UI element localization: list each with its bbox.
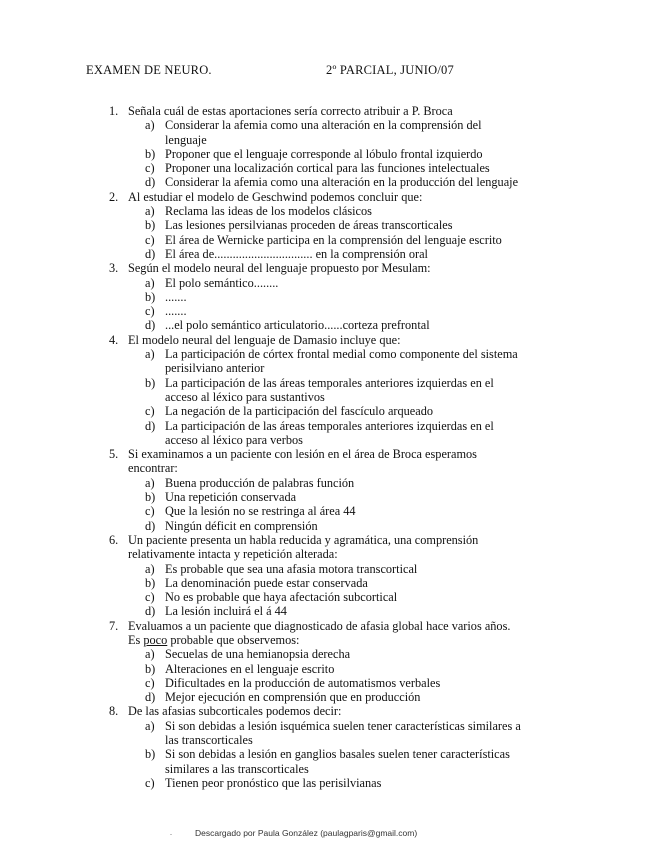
option-letter: a) [145,718,155,733]
question-text: El modelo neural del lenguaje de Damasio incluye que: [128,332,401,347]
option-text: ....... [165,304,187,319]
option-text: La participación de córtex frontal medial como componente del sistema perisilviano anterior [165,347,518,376]
option-a [0,562,525,576]
question-number: 2. [109,189,119,204]
question-list [0,104,655,790]
option-letter: c) [145,775,155,790]
question-number: 4. [109,332,119,347]
option-text: Una repetición conservada [165,490,297,505]
download-footer: Descargado por Paula González (paulagparis@gmail.com) [195,828,418,838]
option-letter: c) [145,504,155,519]
option-letter: a) [145,347,155,362]
option-text: El área de Wernicke participa en la comprensión del lenguaje escrito [165,232,502,247]
question-number: 8. [109,704,119,719]
option-text: Reclama las ideas de los modelos clásicos [165,204,372,219]
option-text: El polo semántico........ [165,275,279,290]
option-text: Es probable que sea una afasia motora transcortical [165,561,418,576]
question-text: Si examinamos a un paciente con lesión en el área de Broca esperamos encontrar: [128,447,477,476]
option-letter: d) [145,318,156,333]
option-text: La denominación puede estar conservada [165,575,368,590]
question-number: 6. [109,532,119,547]
question-1 [0,104,655,190]
option-letter: b) [145,747,156,762]
option-letter: b) [145,375,156,390]
question-text: Al estudiar el modelo de Geschwind podemos concluir que: [128,189,423,204]
exam-subtitle: 2º PARCIAL, JUNIO/07 [326,63,454,77]
question-text: Un paciente presenta un habla reducida y agramática, una comprensión relativamente intacta y repetición alterada: [128,532,479,562]
option-letter: b) [145,146,156,161]
option-d [0,247,525,261]
option-c [0,161,525,175]
option-letter: a) [145,275,155,290]
question-text-underlined: poco [143,632,168,647]
question-text: Evaluamos a un paciente que diagnosticado de afasia global hace varios años. Es [128,618,511,647]
option-text: Buena producción de palabras función [165,475,355,490]
option-a [0,719,525,748]
option-text: Si son debidas a lesión en ganglios basales suelen tener características similares a las transcorticales [165,747,510,776]
option-text: Proponer que el lenguaje corresponde al lóbulo frontal izquierdo [165,146,483,161]
exam-title: EXAMEN DE NEURO. [86,63,212,77]
option-letter: c) [145,590,155,605]
option-letter: b) [145,218,156,233]
option-letter: b) [145,490,156,505]
footer-dot: . [170,828,172,837]
option-a [0,476,525,490]
option-letter: b) [145,661,156,676]
option-d [0,604,525,618]
option-d [0,175,525,189]
option-letter: c) [145,161,155,176]
option-d [0,519,525,533]
option-c [0,590,525,604]
option-c [0,776,525,790]
question-number: 5. [109,447,119,462]
option-text: La participación de las áreas temporales anteriores izquierdas en el acceso al léxico para sustantivos [165,375,494,404]
option-c [0,404,525,418]
option-b [0,218,525,232]
option-text: Ningún déficit en comprensión [165,518,318,533]
option-text: Considerar la afemia como una alteración en la comprensión del lenguaje [165,118,482,147]
option-b [0,147,525,161]
option-c [0,504,525,518]
option-text: La negación de la participación del fascículo arqueado [165,404,434,419]
option-c [0,676,525,690]
option-letter: d) [145,246,156,261]
option-letter: a) [145,647,155,662]
option-letter: a) [145,204,155,219]
option-d [0,318,525,332]
option-text: Secuelas de una hemianopsia derecha [165,647,351,662]
option-letter: a) [145,475,155,490]
question-4 [0,333,655,447]
question-6 [0,533,655,619]
option-b [0,376,525,405]
option-a [0,118,525,147]
option-text: No es probable que haya afectación subcortical [165,590,398,605]
option-b [0,662,525,676]
option-text: El área de................................ en la comprensión oral [165,246,428,261]
option-letter: a) [145,561,155,576]
option-d [0,690,525,704]
option-b [0,576,525,590]
option-d [0,419,525,448]
option-text: Las lesiones persilvianas proceden de áreas transcorticales [165,218,453,233]
option-text: ....... [165,289,187,304]
option-a [0,347,525,376]
option-b [0,490,525,504]
question-text-end: probable que observemos: [167,632,300,647]
option-text: La lesión incluirá el á 44 [165,604,287,619]
question-number: 1. [109,104,119,118]
option-text: Mejor ejecución en comprensión que en producción [165,690,421,705]
option-letter: c) [145,675,155,690]
option-c [0,304,525,318]
option-letter: c) [145,232,155,247]
option-text: Considerar la afemia como una alteración en la producción del lenguaje [165,175,519,190]
question-number: 7. [109,618,119,633]
question-number: 3. [109,261,119,276]
option-text: Proponer una localización cortical para las funciones intelectuales [165,161,490,176]
option-c [0,233,525,247]
question-text: Señala cuál de estas aportaciones sería correcto atribuir a P. Broca [128,104,453,118]
option-letter: b) [145,289,156,304]
question-8 [0,704,655,790]
option-text: Dificultades en la producción de automatismos verbales [165,675,441,690]
question-text: De las afasias subcorticales podemos decir: [128,704,342,719]
question-2 [0,190,655,261]
option-text: Alteraciones en el lenguaje escrito [165,661,335,676]
option-letter: c) [145,304,155,319]
option-letter: b) [145,575,156,590]
option-text: Tienen peor pronóstico que las perisilvianas [165,775,382,790]
option-text: La participación de las áreas temporales anteriores izquierdas en el acceso al léxico para verbos [165,418,494,447]
option-b [0,290,525,304]
option-letter: d) [145,604,156,619]
option-a [0,204,525,218]
option-a [0,276,525,290]
option-letter: a) [145,118,155,133]
option-letter: d) [145,518,156,533]
option-text: Que la lesión no se restringa al área 44 [165,504,356,519]
option-a [0,647,525,661]
option-text: ...el polo semántico articulatorio......corteza prefrontal [165,318,430,333]
question-text: Según el modelo neural del lenguaje propuesto por Mesulam: [128,261,431,276]
question-3 [0,261,655,332]
question-7 [0,619,655,705]
option-letter: d) [145,175,156,190]
option-letter: c) [145,404,155,419]
option-b [0,747,525,776]
option-letter: d) [145,690,156,705]
question-5 [0,447,655,533]
option-text: Si son debidas a lesión isquémica suelen tener características similares a las transcorticales [165,718,521,748]
option-letter: d) [145,418,156,433]
